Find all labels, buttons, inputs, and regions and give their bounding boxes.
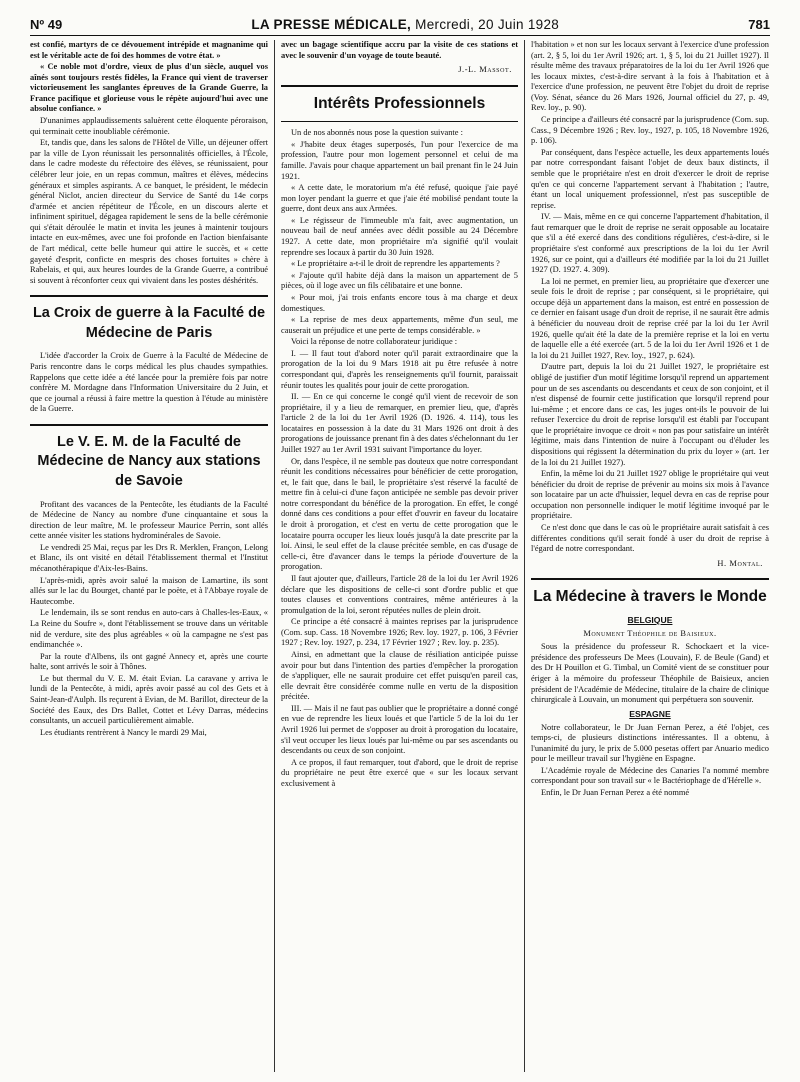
heading-croix-de-guerre: La Croix de guerre à la Faculté de Médecine de Paris [32, 305, 266, 341]
paragraph: II. — En ce qui concerne le congé qu'il vient de recevoir de son propriétaire, il y a lieu de remarquer, en premier lieu, que, d'après l'article 2 de la loi du 1er Avril 1926 (D. 1926. 4. 114), tous les locataires en possession à la date du 31 Mars 1926 ont droit à des prorogations de jouissance prenant fin à des dates s'échelonnant du 1er Juillet 1927 au 1er Avril 1931 suivant l'importance du loyer. [281, 392, 518, 455]
paragraph: D'autre part, depuis la loi du 21 Juillet 1927, le propriétaire est obligé de justifier d'un motif légitime lorsqu'il reprend un appartement pour un de ses ascendants ou descendants et ceux de son conjoint, et il n'est dispensé de fournir cette justification que lorsqu'il reprend pour lui-même ; et encore dans ce cas, les juges ont-ils le pouvoir de lui refuser l'exercice du droit de reprise lorsqu'il est établi par l'occupant que le propriétaire invoque ce droit « non pas pour satisfaire un intérêt légitime, mais dans l'intention de nuire à l'occupant ou d'éluder les dispositions qui régissent la détermination du prix du loyer » (art. 1er de la loi du 21 Juillet 1927). [531, 362, 769, 467]
column-rule [524, 40, 525, 1072]
paragraph: Enfin, le Dr Juan Fernan Perez a été nommé [541, 788, 690, 798]
paragraph: La loi ne permet, en premier lieu, au propriétaire que d'exercer une seule fois le droit de reprise ; par conséquent, si le propriétaire, qui occupe déjà un appartement dans la maison, est entré en possession de ce dernier en faisant usage d'un droit de reprise, il ne saurait être admis à bénéficier du nouveau droit de reprise créé par la loi du 1er Avril 1926, quelle qu'ait été la date de la première reprise et la loi en vertu de laquelle elle a été exercée (art. 5 de la loi du 1er Avril 1926 et 1 de la loi du 21 Juillet 1927, Rev. loy., 1927, p. 624). [531, 276, 769, 360]
paragraph: Il faut ajouter que, d'ailleurs, l'article 28 de la loi du 1er Avril 1926 déclare que les dispositions de celle-ci sont d'ordre public et que toutes clauses et conventions contraires, même antérieures à la promulgation de la loi, seront réputées nulles de plein droit. [281, 573, 518, 615]
column-2 [281, 40, 518, 1074]
paragraph: « Ce noble mot d'ordre, vieux de plus d'un siècle, auquel vos aînés sont toujours restés fidèles, la France qui vient de traverser victorieusement les sanglantes épreuves de la Grande Guerre, la France pacifique et glorieuse vous le répète aujourd'hui avec une absolue confiance. » [30, 62, 268, 114]
subheading-espagne: ESPAGNE [629, 708, 671, 719]
heading-vem-nancy: Le V. E. M. de la Faculté de Médecine de Nancy aux stations de Savoie [37, 433, 261, 490]
paragraph: Les étudiants rentrèrent à Nancy le mardi 29 Mai, [40, 727, 207, 737]
paragraph: L'Académie royale de Médecine des Canaries l'a nommé membre correspondant pour son travail sur « le Bactériophage de d'Hérelle ». [531, 765, 769, 786]
paragraph: Or, dans l'espèce, il ne semble pas douteux que notre correspondant réunit les conditions nécessaires pour bénéficier de cette prorogation, et, le fait que, dans le bail, le propriétaire s'est réservé la faculté de mettre fin à celui-ci d'une façon anticipée ne semble pas devoir priver notre correspondant du bénéfice de la prorogation. En effet, le congé donné dans ces conditions a pour effet d'ouvrir en faveur du locataire le droit à prorogation, et c'est en vertu de cette prorogation que le locataire pourra occuper les lieux loués jusqu'à la date prescrite par la loi. Ainsi, le seul effet de la clause précitée semble, en cas d'usage de celle-ci, être d'avancer dans le temps la période d'ouverture de la prorogation. [281, 456, 518, 572]
paragraph: IV. — Mais, même en ce qui concerne l'appartement d'habitation, il faut remarquer que le droit de reprise ne serait opposable au locataire que s'il a été exercé dans des conditions régulières, c'est-à-dire, si le propriétaire s'est conformé aux prescriptions de la loi du 1er Avril 1926, sur ce point, qui a d'ailleurs été modifiée par la loi du 21 Juillet 1927 (D. 1927. 4. 309). [531, 212, 769, 275]
paragraph: « Le propriétaire a-t-il le droit de reprendre les appartements ? [291, 259, 500, 269]
paragraph: « Pour moi, j'ai trois enfants encore tous à ma charge et deux domestiques. [281, 292, 518, 313]
paragraph: L'idée d'accorder la Croix de Guerre à la Faculté de Médecine de Paris rencontre dans le corps médical les plus chaudes sympathies. Rappelons que cette idée a été lancée pour la première fois par notre confrère M. Mordagne dans l'Information Universitaire du 2 Juin, et que ce journal a réussi à faire mettre la question à l'étude au ministère de la Guerre. [30, 351, 268, 414]
paragraph: L'après-midi, après avoir salué la maison de Lamartine, ils sont allés sur le lac du Bourget, chanté par le poète, et à l'Abbaye royale de Hautecombe. [30, 575, 268, 606]
journal-name: LA PRESSE MÉDICALE, [251, 17, 412, 32]
paragraph: Notre collaborateur, le Dr Juan Fernan Perez, a été l'objet, ces temps-ci, de plusieurs distinctions intéressantes. Il a obtenu, à l'unanimité du jury, le prix de 5.000 pesetas offert par Anuario medico pour le meilleur travail sur l'hygiène en Espagne. [531, 722, 769, 764]
paragraph: Enfin, la même loi du 21 Juillet 1927 oblige le propriétaire qui veut bénéficier du droit de reprise de prévenir au moins six mois à l'avance son locataire par un acte d'huissier, lequel devra en cas de reprise pour occupation non personnelle indiquer le motif légitime invoqué par le propriétaire. [531, 469, 769, 521]
paragraph: D'unanimes applaudissements saluèrent cette éloquente péroraison, qui terminait cette inoubliable cérémonie. [30, 116, 268, 136]
page-number: 781 [748, 17, 770, 32]
paragraph: « A cette date, le moratorium m'a été refusé, quoique j'aie payé mon loyer pendant la guerre et que j'aie été mobilisé pendant toute la guerre, dont deux ans aux Armées. [281, 183, 518, 214]
paragraph: « J'habite deux étages superposés, l'un pour l'exercice de ma profession, l'autre pour mon logement personnel et celui de ma famille. J'avais pour chaque appartement un bail prenant fin le 24 Juin 1921. [281, 139, 518, 181]
paragraph: I. — Il faut tout d'abord noter qu'il parait extraordinaire que la prorogation de la loi du 9 Mars 1918 ait pu être refusée à notre correspondant qui, d'après les renseignements qu'il fournit, paraissait réunir toutes les qualités pour jouir de cette prorogation. [281, 348, 518, 390]
paragraph: « Le régisseur de l'immeuble m'a fait, avec augmentation, un nouveau bail de neuf années avec dédit possible au 24 Décembre 1927. A cette date, mon propriétaire m'a signifié qu'il voulait reprendre ses locaux à partir du 30 Juin 1928. [281, 215, 518, 257]
paragraph: « La reprise de mes deux appartements, même d'un seul, me causerait un préjudice et une perte de temps considérable. » [281, 315, 518, 335]
signature: H. Montal. [717, 558, 763, 568]
paragraph: Par conséquent, dans l'espèce actuelle, les deux appartements loués par notre correspondant faisant l'objet de deux baux distincts, il semble que le propriétaire n'est en droit d'exercer le droit de reprise qu'en ce qui concerne l'appartement servant à l'habitation ; l'autre, étant un local uniquement professionnel, n'est pas susceptible de reprise. [531, 147, 769, 210]
paragraph: III. — Mais il ne faut pas oublier que le propriétaire a donné congé en vue de reprendre les lieux loués et que l'article 5 de la loi du 1er Avril 1926 lui permet de s'opposer au droit à prorogation du locataire, s'il veut occuper les lieux loués par lui-même ou par ses ascendants ou descendants ou ceux de son conjoint. [281, 703, 518, 756]
paragraph: l'habitation » et non sur les locaux servant à l'exercice d'une profession (art. 2, § 5, loi du 1er Avril 1926; art. 1, § 5, loi du 21 Juillet 1927). Il résulte même des travaux préparatoires de la loi du 1er Avril 1926 que les locaux mixtes, c'est-à-dire servant à la fois à l'habitation et à l'exercice d'une profession, ne peuvent être l'objet du droit de reprise (Voy. Sénat, séance du 26 Mars 1926, Journal officiel du 27, p. 49, Rev. loy., p. 90). [531, 40, 769, 113]
paragraph: Ainsi, en admettant que la clause de résiliation anticipée puisse avoir pour but dans l'intention des parties d'empêcher la prorogation de s'appliquer, elle ne saurait produire cet effet puisqu'en pareil cas, elle devrait être considérée comme nulle en vertu de la disposition précitée. [281, 650, 518, 702]
masthead [30, 6, 770, 36]
paragraph: Le vendredi 25 Mai, reçus par les Drs R. Merklen, Françon, Lelong et Blanc, ils ont visité en détail l'établissement thermal et l'Institut mécanothérapique d'Aix-les-Bains. [30, 542, 268, 574]
paragraph: avec un bagage scientifique accru par la visite de ces stations et avec le souvenir d'un voyage de toute beauté. [281, 40, 518, 60]
signature: J.-L. Massot. [458, 65, 512, 75]
section-rule [281, 85, 518, 87]
paragraph: Ce principe a été consacré à maintes reprises par la jurisprudence (Com. sup. Cass. 18 Novembre 1926; Rev. loy. 1927, p. 106, 3 Février 1927 ; Rev. loy. 1927, p. 234, 17 Février 1927 ; Rev. loy. p. 235). [281, 617, 518, 648]
section-rule [281, 121, 518, 122]
heading-interets-professionnels: Intérêts Professionnels [313, 94, 486, 112]
paragraph: Par la route d'Albens, ils ont gagné Annecy et, après une courte halte, sont arrivés le soir à Thônes. [30, 651, 268, 672]
paragraph: Ce n'est donc que dans le cas où le propriétaire aurait satisfait à ces différentes conditions qu'il serait fondé à user du droit de reprise à l'égard de notre correspondant. [531, 523, 769, 554]
paragraph: Profitant des vacances de la Pentecôte, les étudiants de la Faculté de Médecine de Nancy au nombre d'une cinquantaine et sous la direction de leur maître, M. le professeur Maurice Perrin, sont allés cette année visiter les stations hydrominérales de Savoie. [30, 499, 268, 541]
heading-medecine-monde: La Médecine à travers le Monde [533, 588, 767, 606]
column-1 [30, 40, 268, 1074]
paragraph: est confié, martyrs de ce dévouement intrépide et magnanime qui est le véritable acte de foi des hommes de votre état. » [30, 40, 268, 60]
column-3 [531, 40, 769, 1074]
paragraph: Voici la réponse de notre collaborateur juridique : [291, 337, 458, 347]
subheading-belgique: BELGIQUE [627, 614, 673, 625]
paragraph: A ce propos, il faut remarquer, tout d'abord, que le droit de reprise du propriétaire ne peut être exercé que « sur les locaux servant exclusivement à [281, 757, 518, 788]
paragraph: Sous la présidence du professeur R. Schockaert et la vice-présidence des professeurs De Mees (Louvain), F. de Beule (Gand) et des Dr H Pouillon et G. Timbal, un Comité vient de se constituer pour ériger à la mémoire du professeur Théophile de Baisieux, ancien président de l'Académie de Médecine, titulaire de la chaire de clinique chirurgicale à Louvain, un monument qui perpétuera son souvenir. [531, 642, 769, 705]
subheading-monument: Monument Théophile de Baisieux. [583, 628, 717, 638]
paragraph: Et, tandis que, dans les salons de l'Hôtel de Ville, un déjeuner offert par la ville de Lyon réunissait les personnalités officielles, à l'École, dans le cadre modeste du réfectoire des élèves, se réunissaient, pour célébrer leur joie, en un repas commun, maîtres et élèves, médecins généraux et simples aspirants. A ce banquet, le président, le médecin général Niclot, ancien directeur du Service de Santé du 14e corps d'armée et ancien répétiteur de l'École, en un discours alerte et infiniment spirituel, dégagea rapidement le sens de la belle cérémonie qui s'était déroulée le matin et invita les jeunes à maintenir toujours intacte en eux-mêmes, avec une foi profonde en l'action bienfaisante de l'art médical, cette belle humeur qui attire le succès, et « cette gayeté d'esprit, conficte en mespris des choses fortuites » chère à Rabelais, et qui, aux heures lourdes de la Grande Guerre, a contribué si souvent à réconforter ceux qui vivaient dans les postes déshérités. [30, 138, 268, 285]
paragraph: Un de nos abonnés nous pose la question suivante : [291, 128, 463, 138]
paragraph: « J'ajoute qu'il habite déjà dans la maison un appartement de 5 pièces, où il loge avec un fils célibataire et une bonne. [281, 270, 518, 291]
paragraph: Le but thermal du V. E. M. était Evian. La caravane y arriva le lundi de la Pentecôte, à midi, après avoir passé au col des Gets et à Saint-Jean-d'Aulph. Ils reçurent à Evian, de M. Barillot, directeur de la Société des Eaux, des Drs Ballet, Cottet et Lévy Darras, médecins consultants, un accueil particulièrement aimable. [30, 673, 268, 726]
section-rule [531, 578, 769, 580]
paragraph: Le lendemain, ils se sont rendus en auto-cars à Challes-les-Eaux, « La Reine du Soufre », dont l'établissement se trouve dans un véritable nid de verdure, site des plus agréables « où la campagne ne s'est pas endimanchée ». [30, 608, 268, 650]
issue-number: Nº 49 [30, 17, 63, 32]
masthead-title [251, 17, 559, 32]
column-rule [274, 40, 275, 1072]
issue-date: Mercredi, 20 Juin 1928 [415, 17, 560, 32]
paragraph: Ce principe a d'ailleurs été consacré par la jurisprudence (Com. sup. Cass., 9 Décembre 1926 ; Rev. loy., 1927, p. 105, 18 Novembre 1926, p. 106). [531, 115, 769, 146]
section-rule [30, 424, 268, 426]
section-rule [30, 295, 268, 297]
